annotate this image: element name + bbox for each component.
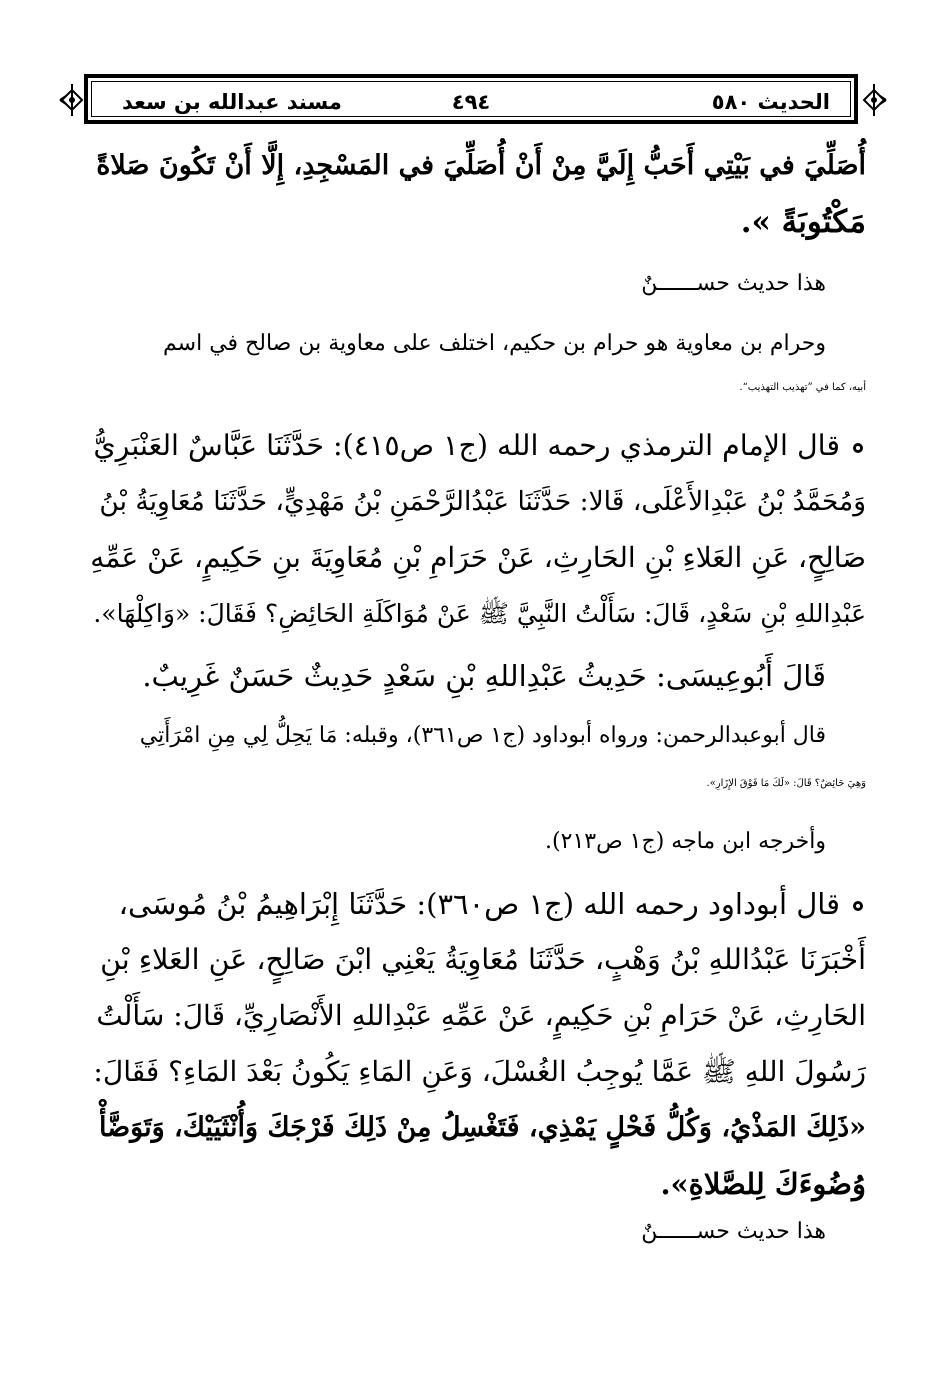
text-line-content: قال الإمام الترمذي رحمه الله (ج١ ص٤١٥): حَدَّثَنَا عَبَّاسٌ العَنْبَرِيُّ: [93, 429, 840, 462]
tirmidhi-narration: [88, 418, 866, 642]
text-line: وأخرجه ابن ماجه (ج١ ص٢١٣).: [545, 829, 826, 854]
text-line: «ذَلِكَ المَذْيُ، وَكُلُّ فَحْلٍ يَمْذِي، فَتَغْسِلُ مِنْ ذَلِكَ فَرْجَكَ وَأُنْثَيَيْكَ، وَتَوَضَّأْ: [98, 1112, 866, 1143]
text-line: الحَارِثِ، عَنْ حَرَامِ بْنِ حَكِيمٍ، عَنْ عَمِّهِ عَبْدِاللهِ الأَنْصَارِيِّ، قَالَ: سَأَلْتُ: [96, 999, 866, 1032]
grade-text: هذا حديث حســــــنٌ: [641, 271, 826, 296]
ibn-majah-note: [88, 820, 866, 864]
narrator-note: [88, 322, 866, 410]
text-line: رَسُولَ اللهِ ﷺ عَمَّا يُوجِبُ الغُسْلَ، وَعَنِ المَاءِ يَكُونُ بَعْدَ المَاءِ؟ فَقَالَ:: [93, 1055, 866, 1088]
hadith-text-continuation: [88, 138, 866, 250]
abu-isa-ruling: [88, 648, 866, 704]
text-line: وَهِيَ حَائِضٌ؟ قَالَ: «لَكَ مَا فَوْقَ الإِزَارِ».: [706, 778, 866, 789]
text-line: وَمُحَمَّدُ بْنُ عَبْدِالأَعْلَى، قَالا: حَدَّثَنَا عَبْدُالرَّحْمَنِ بْنُ مَهْدِيٍّ، حَدَّثَنَا مُعَاوِيَةُ بْنُ: [99, 486, 866, 517]
left-ornament-icon: [58, 78, 84, 122]
flower-bullet-icon: [850, 440, 866, 456]
text-line: عَبْدِاللهِ بْنِ سَعْدٍ، قَالَ: سَأَلْتُ النَّبِيَّ ﷺ عَنْ مُوَاكَلَةِ الحَائِضِ؟ فَقَالَ: «وَاكِلْهَا».: [93, 599, 866, 628]
abu-dawud-narration: [88, 876, 866, 1212]
text-line: أبيه، كما في ”تهذيب التهذيب“.: [739, 382, 866, 393]
text-line: وُضُوءَكَ لِلصَّلاةِ».: [660, 1167, 866, 1201]
text-line: مَكْتُوبَةً ».: [740, 204, 866, 240]
text-line: وحرام بن معاوية هو حرام بن حكيم، اختلف على معاوية بن صالح في اسم: [163, 331, 826, 356]
text-line: قال أبوعبدالرحمن: ورواه أبوداود (ج١ ص٣٦١)، وقبله: مَا يَحِلُّ لِي مِنِ امْرَأَتِي: [139, 723, 826, 748]
text-line: [88, 418, 866, 474]
musnad-title: مسند عبدالله بن سعد: [122, 90, 342, 114]
text-line: [88, 876, 866, 932]
text-line: أُصَلِّيَ في بَيْتِي أَحَبُّ إِلَيَّ مِنْ أَنْ أُصَلِّيَ في المَسْجِدِ، إِلَّا أَنْ تَكُونَ صَلاةً: [96, 150, 866, 181]
author-comment: [88, 712, 866, 808]
text-line-content: قال أبوداود رحمه الله (ج١ ص٣٦٠): حَدَّثَنَا إِبْرَاهِيمُ بْنُ مُوسَى،: [118, 887, 840, 921]
page-header-inner: [91, 81, 851, 117]
page-number: ٤٩٤: [451, 90, 491, 114]
hadith-number-label: الحديث ٥٨٠: [711, 90, 830, 114]
text-line: أَخْبَرَنَا عَبْدُاللهِ بْنُ وَهْبٍ، حَدَّثَنَا مُعَاوِيَةُ يَعْنِي ابْنَ صَالِحٍ، عَنِ العَلاءِ بْنِ: [100, 943, 866, 976]
flower-bullet-icon: [850, 898, 866, 914]
hadith-grade-2: [88, 1210, 866, 1254]
text-line: قَالَ أَبُوعِيسَى: حَدِيثُ عَبْدِاللهِ بْنِ سَعْدٍ حَدِيثٌ حَسَنٌ غَرِيبٌ.: [142, 659, 826, 693]
page-header: [84, 74, 858, 124]
hadith-grade-1: [88, 262, 866, 306]
text-line: صَالِحٍ، عَنِ العَلاءِ بْنِ الحَارِثِ، عَنْ حَرَامِ بْنِ مُعَاوِيَةَ بنِ حَكِيمٍ، عَنْ عَمِّهِ: [90, 541, 866, 574]
right-ornament-icon: [862, 78, 888, 122]
grade-text: هذا حديث حســــــنٌ: [641, 1219, 826, 1244]
